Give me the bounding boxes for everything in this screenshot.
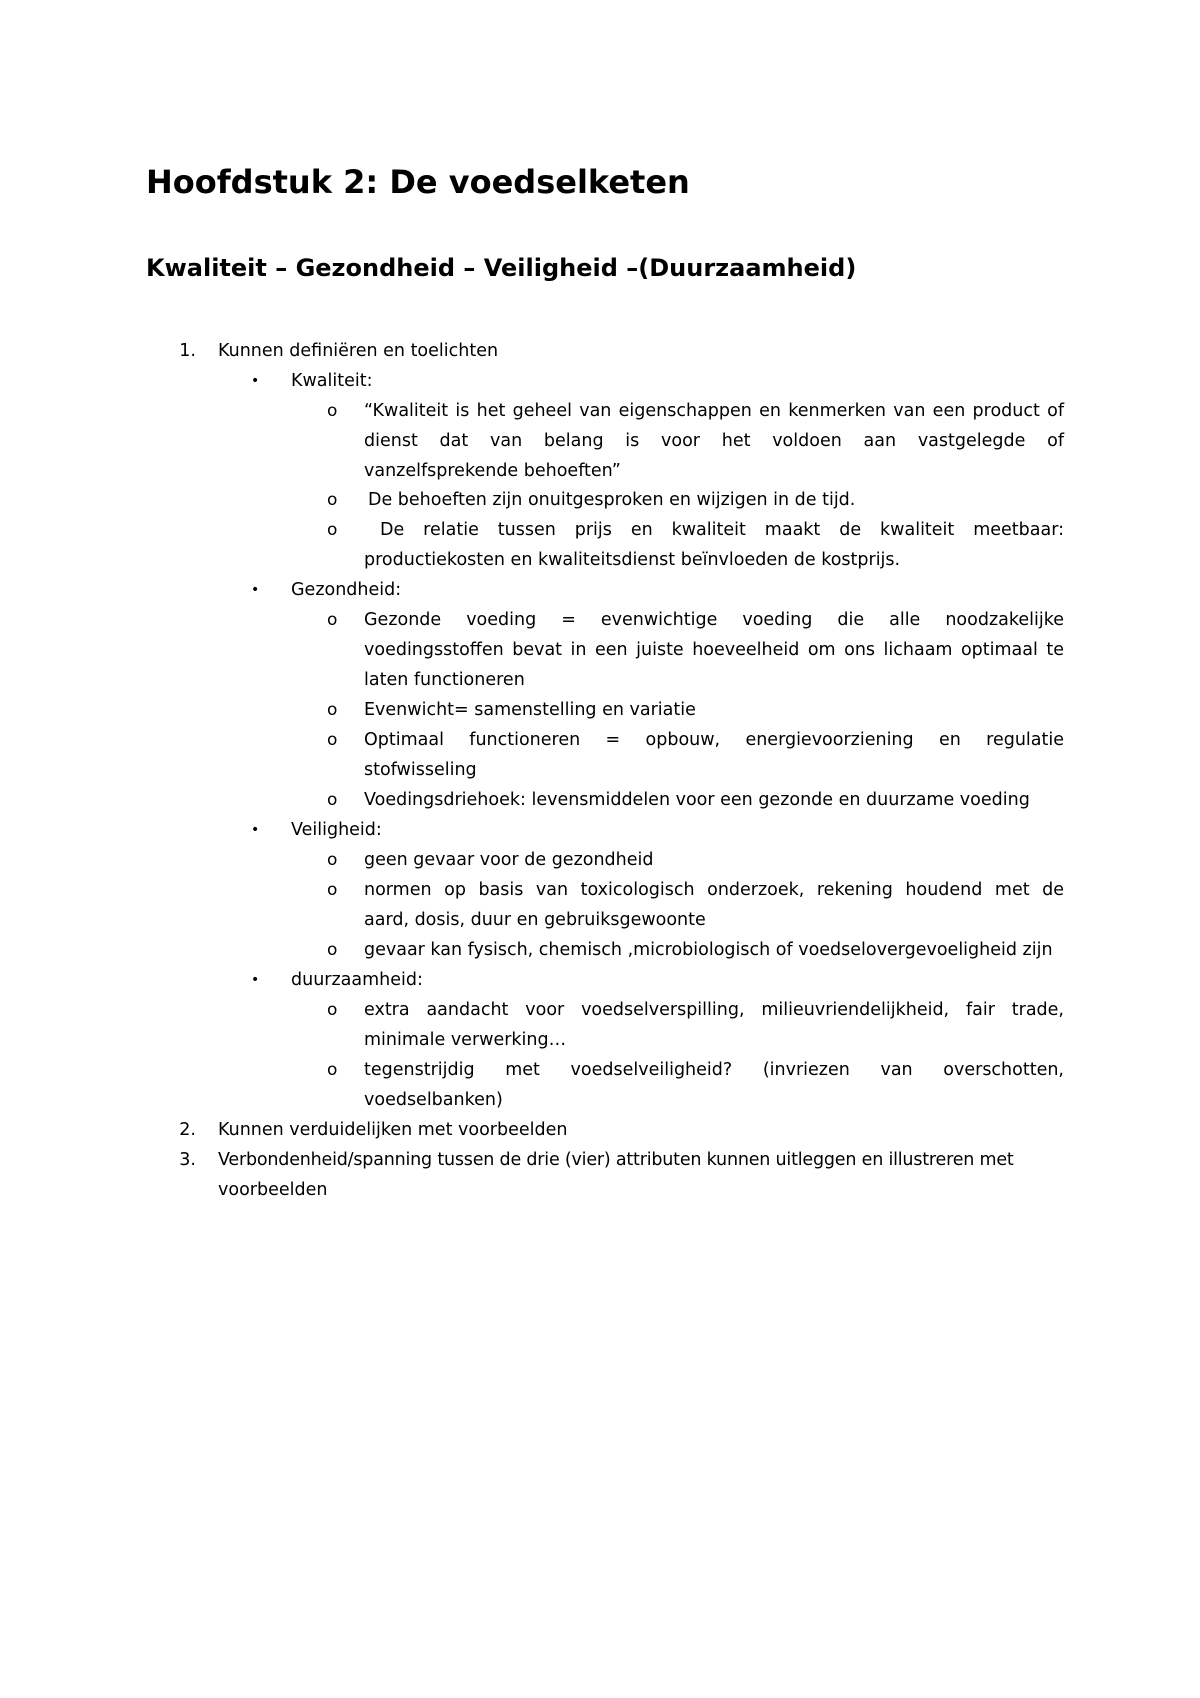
bullet-icon: • (251, 582, 260, 598)
list-item-text: tegenstrijdig met voedselveiligheid? (invriezen van overschotten, (364, 1060, 1064, 1080)
circle-bullet-icon: o (327, 1000, 338, 1020)
list-item-text: productiekosten en kwaliteitsdienst beïnvloeden de kostprijs. (364, 550, 901, 570)
page-title: Hoofdstuk 2: De voedselketen (146, 163, 690, 201)
list-number-3: 3. (179, 1150, 196, 1170)
list-item-3-continued: voorbeelden (218, 1180, 328, 1200)
list-item-text: voedselbanken) (364, 1090, 503, 1110)
list-item-text: stofwisseling (364, 760, 477, 780)
circle-bullet-icon: o (327, 790, 338, 810)
bullet-icon: • (251, 822, 260, 838)
list-item-text: Voedingsdriehoek: levensmiddelen voor een gezonde en duurzame voeding (364, 790, 1030, 810)
subheading-kwaliteit: Kwaliteit: (291, 371, 373, 391)
list-item-2: Kunnen verduidelijken met voorbeelden (218, 1120, 568, 1140)
list-number-2: 2. (179, 1120, 196, 1140)
list-item-text: aard, dosis, duur en gebruiksgewoonte (364, 910, 706, 930)
subheading-duurzaamheid: duurzaamheid: (291, 970, 423, 990)
list-item-text: vanzelfsprekende behoeften” (364, 461, 621, 481)
subheading-veiligheid: Veiligheid: (291, 820, 382, 840)
list-item-3: Verbondenheid/spanning tussen de drie (vier) attributen kunnen uitleggen en illustreren met (218, 1150, 1014, 1170)
bullet-icon: • (251, 373, 260, 389)
list-number-1: 1. (179, 341, 196, 361)
circle-bullet-icon: o (327, 490, 338, 510)
circle-bullet-icon: o (327, 401, 338, 421)
list-item-text: Gezonde voeding = evenwichtige voeding die alle noodzakelijke (364, 610, 1064, 630)
list-item-text: “Kwaliteit is het geheel van eigenschappen en kenmerken van een product of (364, 401, 1064, 421)
circle-bullet-icon: o (327, 1060, 338, 1080)
bullet-icon: • (251, 972, 260, 988)
list-item-text: gevaar kan fysisch, chemisch ,microbiologisch of voedselovergevoeligheid zijn (364, 940, 1053, 960)
list-item-text: normen op basis van toxicologisch onderzoek, rekening houdend met de (364, 880, 1064, 900)
list-item-text: De relatie tussen prijs en kwaliteit maakt de kwaliteit meetbaar: (380, 520, 1064, 540)
circle-bullet-icon: o (327, 880, 338, 900)
section-subtitle: Kwaliteit – Gezondheid – Veiligheid –(Duurzaamheid) (146, 254, 857, 282)
circle-bullet-icon: o (327, 730, 338, 750)
circle-bullet-icon: o (327, 610, 338, 630)
list-item-text: Evenwicht= samenstelling en variatie (364, 700, 696, 720)
list-item-text: geen gevaar voor de gezondheid (364, 850, 654, 870)
circle-bullet-icon: o (327, 940, 338, 960)
circle-bullet-icon: o (327, 850, 338, 870)
list-item-text: De behoeften zijn onuitgesproken en wijzigen in de tijd. (368, 490, 856, 510)
circle-bullet-icon: o (327, 700, 338, 720)
list-item-text: minimale verwerking… (364, 1030, 567, 1050)
subheading-gezondheid: Gezondheid: (291, 580, 402, 600)
list-item-1: Kunnen definiëren en toelichten (218, 341, 499, 361)
list-item-text: dienst dat van belang is voor het voldoen aan vastgelegde of (364, 431, 1064, 451)
list-item-text: voedingsstoffen bevat in een juiste hoeveelheid om ons lichaam optimaal te (364, 640, 1064, 660)
list-item-text: laten functioneren (364, 670, 525, 690)
list-item-text: extra aandacht voor voedselverspilling, milieuvriendelijkheid, fair trade, (364, 1000, 1064, 1020)
circle-bullet-icon: o (327, 520, 338, 540)
list-item-text: Optimaal functioneren = opbouw, energievoorziening en regulatie (364, 730, 1064, 750)
